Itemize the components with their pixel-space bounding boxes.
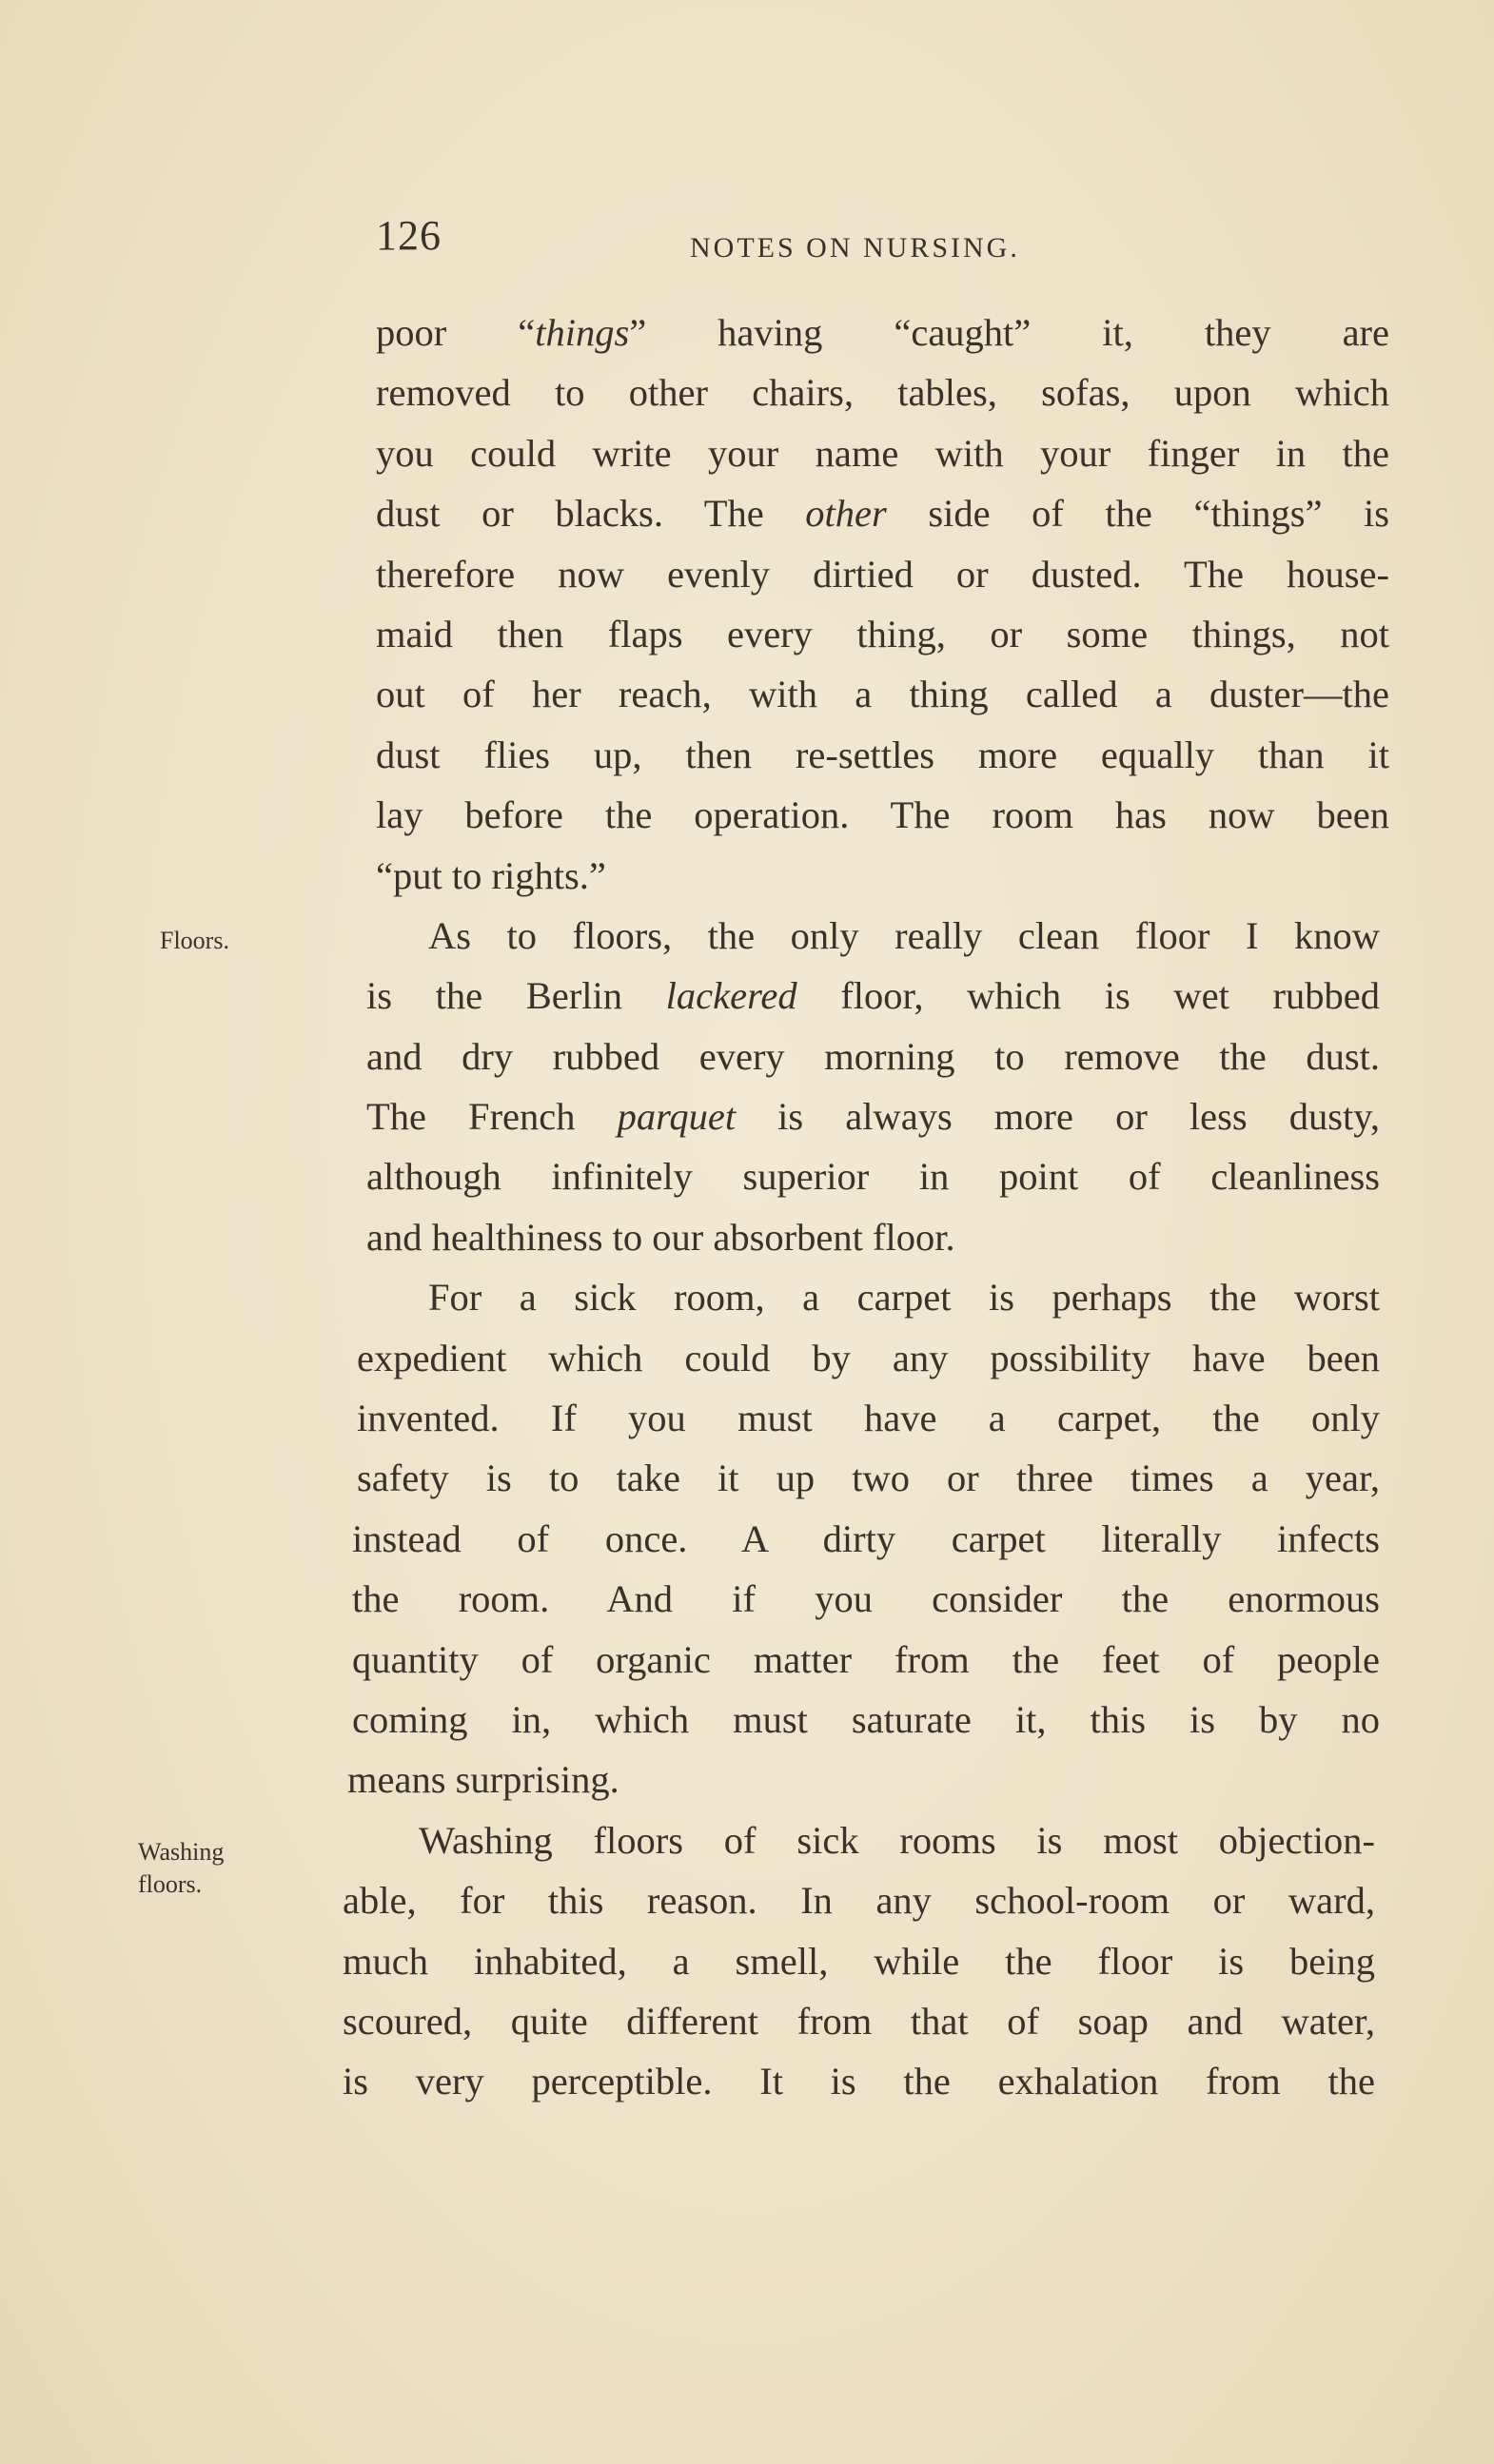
text-line: scoured, quite different from that of soap and water, [343,1999,1375,2043]
text-line: For a sick room, a carpet is perhaps the worst [428,1276,1380,1320]
text-line: dust or blacks. The other side of the “things” is [376,492,1390,536]
text-line: able, for this reason. In any school-room or ward, [343,1879,1375,1923]
text-line: quantity of organic matter from the feet of people [352,1637,1380,1681]
text-line: expedient which could by any possibility have been [357,1336,1380,1379]
page-number: 126 [376,212,442,259]
running-title: NOTES ON NURSING. [690,232,1020,264]
margin-note-washing-floors: Washing floors. [138,1838,225,1898]
text-line: is very perceptible. It is the exhalation from the [343,2060,1375,2103]
text-line: poor “things” having “caught” it, they are [376,311,1390,354]
text-line: the room. And if you consider the enormous [352,1577,1380,1621]
text-line: invented. If you must have a carpet, the only [357,1397,1380,1440]
text-line: you could write your name with your finger in the [376,431,1389,475]
text-line: out of her reach, with a thing called a duster—the [376,673,1389,716]
text-line: As to floors, the only really clean floor I know [428,913,1380,957]
text-line: is the Berlin lackered floor, which is wet rubbed [366,974,1380,1018]
text-line: coming in, which must saturate it, this is by no [352,1697,1380,1741]
text-line: safety is to take it up two or three times a year, [357,1457,1380,1500]
text-line: although infinitely superior in point of cleanliness [366,1155,1380,1199]
text-line: lay before the operation. The room has now been [376,793,1389,837]
text-line: dust flies up, then re-settles more equally than it [376,733,1389,776]
page-header [376,211,1385,278]
text-line: removed to other chairs, tables, sofas, upon which [376,371,1389,415]
text-line: means surprising. [347,1758,619,1802]
text-line: Washing floors of sick rooms is most objection- [419,1818,1375,1862]
text-line: much inhabited, a smell, while the floor is being [343,1939,1375,1983]
text-line: and healthiness to our absorbent floor. [366,1215,955,1259]
text-line: “put to rights.” [376,853,606,897]
margin-note-floors: Floors. [160,927,229,954]
body-text [343,303,1389,2112]
text-line: maid then flaps every thing, or some things, not [376,612,1389,655]
text-line: and dry rubbed every morning to remove the dust. [366,1034,1380,1078]
text-line: The French parquet is always more or less dusty, [366,1095,1380,1139]
text-line: therefore now evenly dirtied or dusted. The house- [376,552,1389,596]
text-line: instead of once. A dirty carpet literally infects [352,1516,1380,1560]
